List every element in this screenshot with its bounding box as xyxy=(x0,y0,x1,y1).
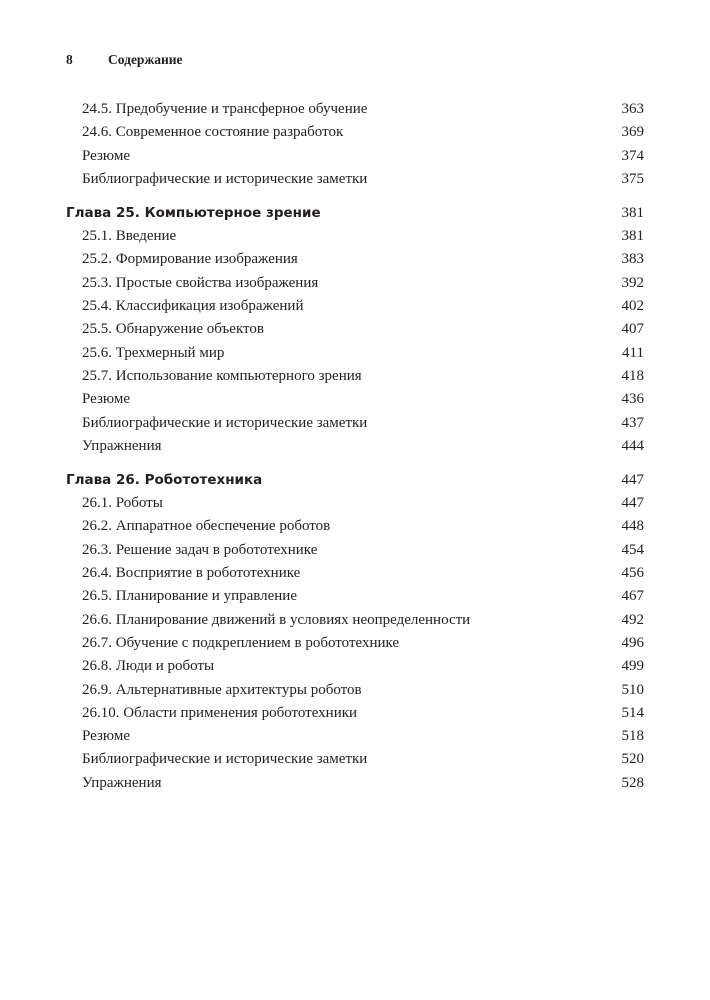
toc-entry-row xyxy=(66,492,644,515)
toc-entry-title: 26.8. Люди и роботы xyxy=(82,658,215,675)
toc-entry-row xyxy=(66,121,644,144)
toc-page-number: 499 xyxy=(621,658,644,675)
toc-entry-title: 26.7. Обучение с подкреплением в робототехнике xyxy=(82,634,400,651)
toc-entry-title: Резюме xyxy=(82,147,131,164)
toc-page-number: 436 xyxy=(621,391,644,408)
toc-entry-row xyxy=(66,539,644,562)
toc-entry-row xyxy=(66,585,644,608)
toc-entry-row xyxy=(66,388,644,411)
running-head xyxy=(66,52,183,68)
toc-entry-title: Резюме xyxy=(82,728,131,745)
toc-page-number: 383 xyxy=(621,251,644,268)
toc-entry-row xyxy=(66,515,644,538)
toc-entry-row xyxy=(66,655,644,678)
toc-chapter-row xyxy=(66,201,644,225)
toc-entry-title: Библиографические и исторические заметки xyxy=(82,751,368,768)
toc-page-number: 448 xyxy=(621,518,644,535)
toc-entry-row xyxy=(66,679,644,702)
toc-page-number: 363 xyxy=(621,101,644,117)
toc-entry-row xyxy=(66,295,644,318)
toc-page-number: 418 xyxy=(621,367,644,384)
toc-entry-row xyxy=(66,225,644,248)
toc-entry-row xyxy=(66,248,644,271)
toc-entry-title: 25.7. Использование компьютерного зрения xyxy=(82,367,362,384)
toc-entry-title: Резюме xyxy=(82,391,131,408)
toc-chapter-title: Глава 25. Компьютерное зрение xyxy=(66,205,321,222)
page-number: 8 xyxy=(66,52,73,67)
toc-entry-row xyxy=(66,98,644,121)
toc-page-number: 447 xyxy=(621,495,644,512)
toc-entry-title: 25.6. Трехмерный мир xyxy=(82,344,225,361)
toc-entry-row xyxy=(66,412,644,435)
toc-entry-title: 26.2. Аппаратное обеспечение роботов xyxy=(82,518,331,535)
toc-page-number: 518 xyxy=(621,728,644,745)
toc-entry-title: Упражнения xyxy=(82,774,162,791)
toc-entry-row xyxy=(66,145,644,168)
toc-page-number: 437 xyxy=(621,414,644,431)
toc-entry-row xyxy=(66,272,644,295)
toc-page-number: 510 xyxy=(621,681,644,698)
toc-entry-title: 26.1. Роботы xyxy=(82,495,163,512)
toc-chapter-title: Глава 26. Робототехника xyxy=(66,472,263,489)
toc-entry-row xyxy=(66,609,644,632)
toc-page-number: 407 xyxy=(621,321,644,338)
toc-entry-row xyxy=(66,168,644,191)
toc-entry-title: 26.5. Планирование и управление xyxy=(82,588,297,605)
toc-page-number: 520 xyxy=(621,751,644,768)
toc-entry-title: 26.3. Решение задач в робототехнике xyxy=(82,541,318,558)
toc-entry-row xyxy=(66,632,644,655)
table-of-contents xyxy=(66,98,644,795)
toc-entry-row xyxy=(66,562,644,585)
toc-entry-row xyxy=(66,365,644,388)
toc-page-number: 514 xyxy=(621,704,644,721)
toc-page-number: 528 xyxy=(621,774,644,791)
toc-page-number: 381 xyxy=(621,205,644,222)
toc-entry-title: 25.1. Введение xyxy=(82,228,177,245)
toc-page-number: 374 xyxy=(621,147,644,164)
toc-page-number: 392 xyxy=(621,274,644,291)
toc-entry-title: Библиографические и исторические заметки xyxy=(82,414,368,431)
toc-page-number: 381 xyxy=(621,228,644,245)
toc-entry-title: 26.4. Восприятие в робототехнике xyxy=(82,565,301,582)
toc-entry-title: 24.5. Предобучение и трансферное обучение xyxy=(82,101,368,117)
toc-entry-row xyxy=(66,748,644,771)
toc-chapter-row xyxy=(66,468,644,492)
toc-entry-row xyxy=(66,772,644,795)
toc-page-number: 447 xyxy=(621,472,644,489)
toc-entry-row xyxy=(66,318,644,341)
toc-entry-title: Библиографические и исторические заметки xyxy=(82,170,368,187)
toc-entry-title: 26.6. Планирование движений в условиях неопределенности xyxy=(82,611,471,628)
toc-entry-title: 25.4. Классификация изображений xyxy=(82,298,304,315)
toc-page-number: 456 xyxy=(621,565,644,582)
toc-entry-title: 24.6. Современное состояние разработок xyxy=(82,124,344,141)
toc-entry-title: 25.2. Формирование изображения xyxy=(82,251,298,268)
running-head-title: Содержание xyxy=(108,52,183,67)
toc-page-number: 467 xyxy=(621,588,644,605)
toc-entry-row xyxy=(66,702,644,725)
toc-page-number: 454 xyxy=(621,541,644,558)
toc-entry-row xyxy=(66,435,644,458)
toc-page-number: 375 xyxy=(621,170,644,187)
toc-page-number: 402 xyxy=(621,298,644,315)
toc-entry-title: Упражнения xyxy=(82,437,162,454)
toc-entry-title: 25.3. Простые свойства изображения xyxy=(82,274,319,291)
toc-page-number: 496 xyxy=(621,634,644,651)
toc-entry-row xyxy=(66,725,644,748)
toc-page-number: 492 xyxy=(621,611,644,628)
toc-entry-title: 25.5. Обнаружение объектов xyxy=(82,321,264,338)
toc-page-number: 411 xyxy=(622,344,644,361)
toc-entry-title: 26.9. Альтернативные архитектуры роботов xyxy=(82,681,362,698)
toc-entry-title: 26.10. Области применения робототехники xyxy=(82,704,358,721)
toc-page-number: 444 xyxy=(621,437,644,454)
toc-entry-row xyxy=(66,342,644,365)
toc-page-number: 369 xyxy=(621,124,644,141)
